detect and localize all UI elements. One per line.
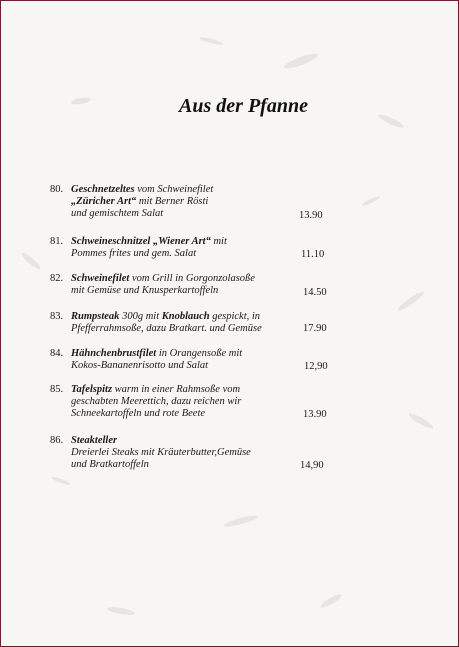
item-text-bold: „Wiener Art“ [150,236,211,247]
item-text-bold: „Züricher Art“ [71,196,137,207]
item-number: 83. [50,311,64,322]
item-line [71,311,351,323]
item-number: 85. [50,384,64,395]
item-text: warm in einer Rahmsoße vom [112,384,241,395]
item-text: Pfefferrahmsoße, dazu Bratkart. und Gemüse [71,323,262,334]
item-name: Hähnchenbrustfilet [71,348,157,359]
item-price: 14,90 [300,460,324,471]
item-text: Schneekartoffeln und rote Beete [71,408,206,419]
item-text: gespickt, in [209,311,261,322]
item-text: und Bratkartoffeln [71,459,149,470]
item-text: vom Schweinefilet [134,184,214,195]
item-text: Dreierlei Steaks mit Kräuterbutter,Gemüse [71,447,251,458]
item-number: 80. [50,184,64,195]
item-text: mit Gemüse und Knusperkartoffeln [71,285,219,296]
item-price: 12,90 [304,361,328,372]
menu-items [1,1,458,646]
item-text: vom Grill in Gorgonzolasoße [129,273,255,284]
item-number: 81. [50,236,64,247]
menu-section-title: Aus der Pfanne [179,95,308,117]
item-text: 300g mit [119,311,162,322]
item-name: Rumpsteak [71,311,120,322]
item-name: Schweineschnitzel [71,236,151,247]
item-name: Schweinefilet [71,273,130,284]
item-line [71,236,351,248]
item-text: Kokos-Bananenrisotto und Salat [71,360,209,371]
item-line [71,196,351,208]
item-price: 11.10 [301,249,325,260]
item-text: in Orangensoße mit [156,348,243,359]
item-line [71,447,351,459]
item-name: Tafelspitz [71,384,113,395]
item-text: geschabten Meerettich, dazu reichen wir [71,396,242,407]
item-line [71,384,351,396]
item-text: mit [210,236,227,247]
item-text: und gemischtem Salat [71,208,164,219]
item-text: mit Berner Rösti [136,196,209,207]
item-line [71,435,351,447]
item-line [71,396,351,408]
item-name: Geschnetzeltes [71,184,135,195]
item-number: 86. [50,435,64,446]
item-text: Pommes frites und gem. Salat [71,248,197,259]
item-line [71,273,351,285]
item-text-bold: Knoblauch [161,311,210,322]
item-price: 14.50 [303,287,327,298]
item-line [71,184,351,196]
item-line [71,348,351,360]
item-number: 84. [50,348,64,359]
item-price: 13.90 [299,210,323,221]
item-price: 17.90 [303,323,327,334]
item-number: 82. [50,273,64,284]
item-price: 13.90 [303,409,327,420]
item-name: Steakteller [71,435,118,446]
